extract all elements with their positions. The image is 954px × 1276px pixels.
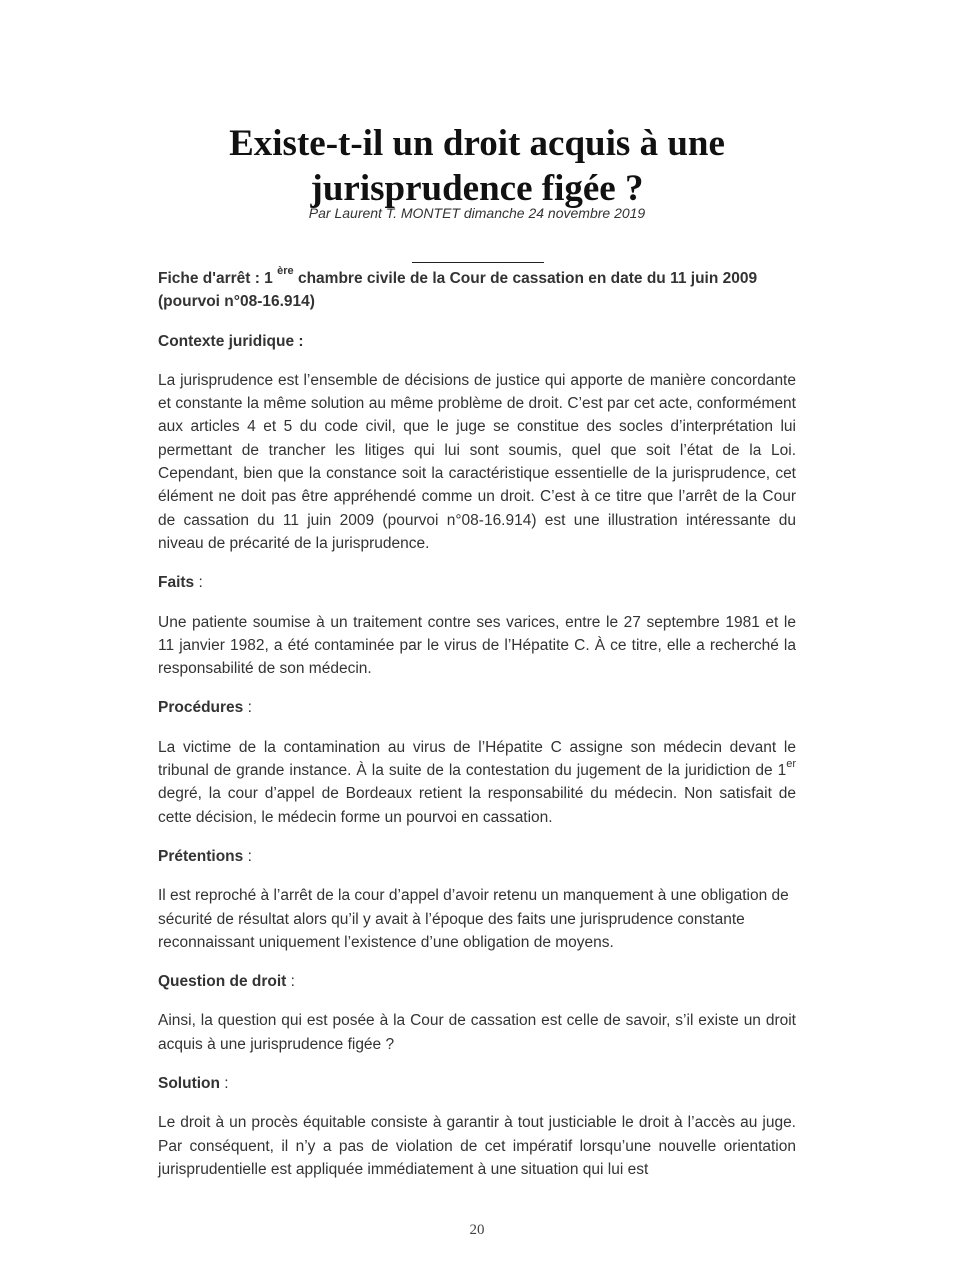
question-heading-colon: : — [286, 973, 295, 991]
article-title-line-1: Existe-t-il un droit acquis à une — [229, 123, 725, 164]
fiche-rest: chambre civile de la Cour de cassation en date du 11 juin 2009 (pourvoi n°08-16.914) — [158, 270, 758, 311]
section-heading-solution — [158, 1072, 796, 1095]
pretentions-heading-label: Prétentions — [158, 847, 244, 865]
section-heading-pretentions — [158, 845, 796, 868]
separator-rule — [412, 262, 544, 263]
procedures-heading-colon: : — [243, 699, 252, 717]
fiche-arret-heading — [158, 267, 796, 314]
article-title-line-2: jurisprudence figée ? — [310, 168, 644, 209]
solution-heading-label: Solution — [158, 1075, 220, 1093]
procedures-superscript: er — [786, 758, 796, 771]
fiche-superscript: ère — [277, 265, 294, 277]
page-number: 20 — [469, 1222, 485, 1238]
byline: Par Laurent T. MONTET dimanche 24 novembre 2019 — [308, 205, 646, 221]
section-text-question: Ainsi, la question qui est posée à la Cour de cassation est celle de savoir, s’il existe un droit acquis à une jurisprudence figée ? — [158, 1012, 796, 1053]
question-heading-label: Question de droit — [158, 973, 287, 991]
article-title — [0, 121, 954, 211]
section-text-pretentions: Il est reproché à l’arrêt de la cour d’appel d’avoir retenu un manquement à une obligation de sécurité de résultat alors qu’il y avait à l’époque des faits une jurisprudence constante reconnaissant uniquement l’existence d’une obligation de moyens. — [158, 887, 789, 951]
procedures-heading-label: Procédures — [158, 699, 244, 717]
article-body — [158, 267, 796, 1197]
section-heading-faits — [158, 571, 796, 594]
section-text-faits: Une patiente soumise à un traitement contre ses varices, entre le 27 septembre 1981 et le 11 janvier 1982, a été contaminée par le virus de l’Hépatite C. À ce titre, elle a recherché la responsabilité de son médecin. — [158, 613, 796, 678]
section-heading-procedures — [158, 696, 796, 719]
procedures-text-b: degré, la cour d’appel de Bordeaux retient la responsabilité du médecin. Non satisfait de cette décision, le médecin forme un pourvoi en cassation. — [158, 785, 796, 826]
section-text-procedures — [158, 736, 796, 829]
contexte-heading-label: Contexte juridique : — [158, 332, 304, 350]
section-text-contexte: La jurisprudence est l’ensemble de décisions de justice qui apporte de manière concordante et constante la même solution au même problème de droit. C’est par cet acte, conformément aux articles 4 et 5 du code civil, que le juge se constitue des socles d’interprétation lui permettant de trancher les litiges qui lui sont soumis, quel que soit l’état de la Loi. Cependant, bien que la constance soit la caractéristique essentielle de la jurisprudence, cet élément ne doit pas être appréhendé comme un droit. C’est à ce titre que l’arrêt de la Cour de cassation du 11 juin 2009 (pourvoi n°08-16.914) est une illustration intéressante du niveau de précarité de la jurisprudence. — [158, 371, 796, 552]
solution-heading-colon: : — [220, 1075, 229, 1093]
faits-heading-label: Faits — [158, 574, 195, 592]
faits-heading-colon: : — [194, 574, 203, 592]
procedures-text-a: La victime de la contamination au virus de l’Hépatite C assigne son médecin devant le tribunal de grande instance. À la suite de la contestation du jugement de la juridiction de 1 — [158, 738, 796, 780]
fiche-prefix: Fiche d'arrêt : 1 — [158, 270, 273, 287]
pretentions-heading-colon: : — [243, 847, 252, 865]
section-heading-question — [158, 970, 796, 993]
section-heading-contexte — [158, 330, 796, 353]
section-text-solution: Le droit à un procès équitable consiste à garantir à tout justiciable le droit à l’accès au juge. Par conséquent, il n’y a pas de violation de cet impératif lorsqu’une nouvelle orientation jurisprudentielle est appliquée immédiatement à une situation qui lui est — [158, 1114, 796, 1178]
